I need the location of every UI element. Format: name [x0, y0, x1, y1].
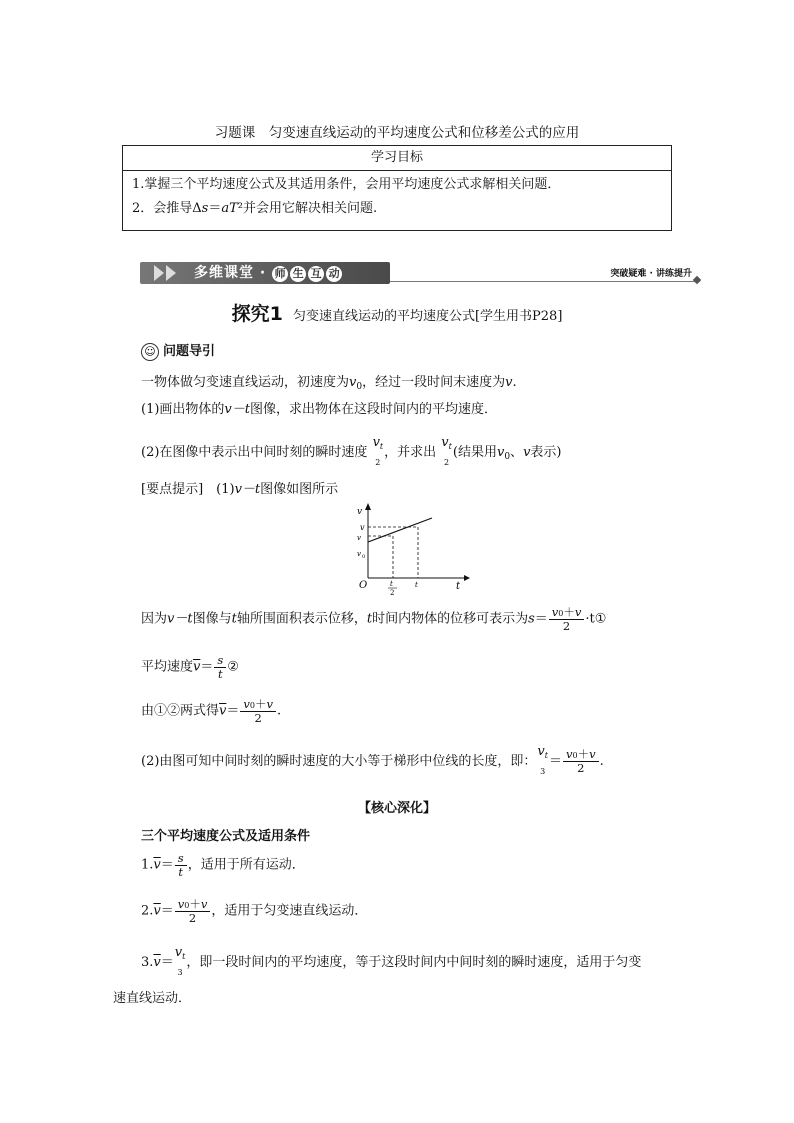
- formula-3-line-2: 速直线运动．: [113, 991, 192, 1006]
- section-title: 匀变速直线运动的平均速度公式[学生用书P28]: [292, 309, 563, 324]
- document-title: 习题课 匀变速直线运动的平均速度公式和位移差公式的应用: [214, 125, 580, 141]
- banner-right-text: 突破疑难 · 讲练提升: [610, 269, 692, 279]
- question-guide: ☺ 问题导引: [141, 340, 215, 361]
- origin-label: O: [359, 580, 368, 591]
- core-heading: 【核心深化】: [357, 801, 436, 816]
- paragraph-1: 一物体做匀变速直线运动，初速度为$v_0$，经过一段时间末速度为v.: [141, 375, 517, 392]
- x-axis-arrow-icon: [464, 575, 470, 581]
- paragraph-8: (2)由图可知中间时刻的瞬时速度的大小等于梯形中位线的长度，即：$v_{t 3}=$ $\frac{v0+v}{2}$ .: [141, 744, 604, 776]
- core-subheading: 三个平均速度公式及适用条件: [141, 829, 311, 844]
- paragraph-2: (1)画出物体的v－t图像，求出物体在这段时间内的平均速度．: [141, 402, 498, 417]
- tick-v0-sub: 0: [362, 554, 366, 560]
- goal-2: 2．会推导Δs＝aT²并会用它解决相关问题.: [132, 201, 378, 216]
- smiley-icon: ☺: [141, 343, 159, 361]
- formula-3: $3.\overline{v}=v_{t 3}$，即一段时间内的平均速度，等于这段时间内中间时刻的瞬时速度，适用于匀变: [141, 945, 642, 977]
- banner-text: 多维课堂 · 师 生 互 动: [194, 262, 344, 284]
- goal-1: 1.掌握三个平均速度公式及其适用条件，会用平均速度公式求解相关问题．: [132, 177, 561, 192]
- tick-t: t: [415, 581, 418, 589]
- banner-bar: [140, 262, 390, 284]
- section-number: 探究1: [231, 303, 283, 325]
- diamond-icon: [693, 276, 701, 284]
- chevron-right-icon: [166, 265, 176, 281]
- tick-thalf-2: 2: [390, 589, 395, 597]
- velocity-line: [368, 518, 432, 542]
- x-axis-label: t: [456, 581, 461, 592]
- chevron-right-icon: [154, 265, 164, 281]
- paragraph-7: 由①②两式得$\overline{v}=$ $\frac{v0+v}{2}$ .: [141, 697, 282, 725]
- tick-v: v: [360, 523, 365, 532]
- tick-vmid: v: [357, 534, 361, 542]
- section-banner: [140, 262, 700, 286]
- goals-header: 学习目标: [123, 146, 671, 171]
- learning-goals-box: [122, 145, 672, 231]
- banner-rule: [390, 281, 700, 282]
- y-axis-label: v: [357, 507, 363, 517]
- formula-1: $1.\overline{v}=$ $\frac{s}{t}$ ，适用于所有运动．: [141, 851, 305, 879]
- formula-2: $2.\overline{v}=$ $\frac{v0+v}{2}$ ，适用于匀变速直线运动．: [141, 897, 368, 925]
- paragraph-4: [要点提示] (1)v－t图像如图所示: [141, 482, 339, 497]
- paragraph-6: 平均速度$\overline{v}=$ $\frac{s}{t}$ ②: [141, 653, 239, 681]
- tick-thalf-t: t: [390, 580, 393, 588]
- paragraph-5: 因为v－t图像与t轴所围面积表示位移，t时间内物体的位移可表示为s＝ $\frac{v0+v}{2}$ ·t①: [141, 605, 607, 633]
- tick-v0: v: [357, 550, 361, 558]
- paragraph-3: (2)在图像中表示出中间时刻的瞬时速度 $v_{t 2}$，并求出 $v_{t 2}$(结果用$v_0$、v表示): [141, 435, 562, 467]
- y-axis-arrow-icon: [365, 503, 371, 510]
- vt-graph: [352, 500, 472, 598]
- section-heading: [0, 299, 794, 326]
